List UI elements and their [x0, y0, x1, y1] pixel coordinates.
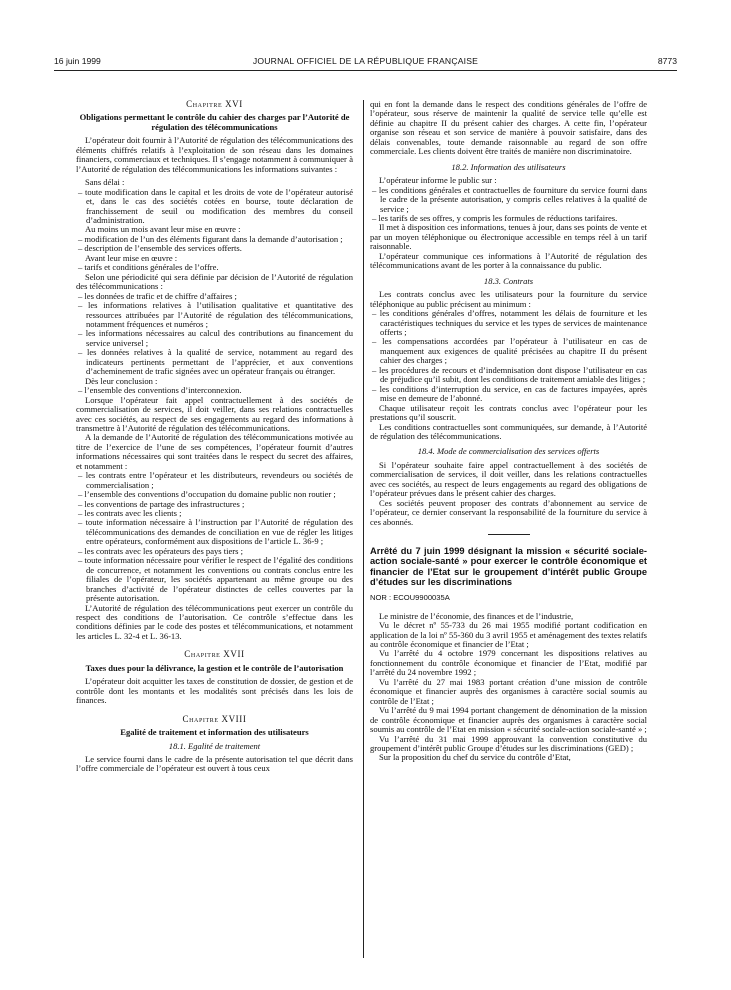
list-heading: Avant leur mise en œuvre : — [85, 252, 178, 263]
list-item: – les conventions de partage des infrastructures ; — [78, 498, 245, 509]
list-item: – toute information nécessaire à l’instruction par l’Autorité de régulation des télécommunications des demandes de conciliation en vue de régler les litiges entre opérateurs, conformément aux dispositions de l’article L. 36-9 ; — [78, 517, 353, 547]
list-item: – l’ensemble des conventions d’interconnexion. — [78, 385, 242, 396]
chapter-18-title: Egalité de traitement et information des utilisateurs — [120, 727, 309, 738]
list-item: – les informations relatives à l’utilisation qualitative et quantitative des ressources attribuées par l’Autorité de régulation des télécommunications, notamment fréquences et numéros ; — [78, 300, 353, 329]
paragraph: L’opérateur informe le public sur : — [379, 175, 497, 186]
paragraph: Le service fourni dans le cadre de la présente autorisation tel que décrit dans l’offre commerciale de l’opérateur est ouvert à tous ceux — [76, 754, 353, 774]
list-selon — [76, 292, 353, 377]
list-item: – les contrats avec les opérateurs des pays tiers ; — [78, 545, 243, 556]
visa-line: Sur la proposition du chef du service du contrôle d’Etat, — [379, 752, 571, 763]
header-journal-title: JOURNAL OFFICIEL DE LA RÉPUBLIQUE FRANÇAISE — [252, 56, 479, 66]
list-sans-delai — [76, 188, 353, 226]
list-heading: Dès leur conclusion : — [85, 375, 158, 386]
section-18-4-heading: 18.4. Mode de commercialisation des services offerts — [417, 446, 600, 457]
paragraph: Ces sociétés peuvent proposer des contrats d’abonnement au service de l’opérateur, ce dernier conservant la responsabilité de la fourniture du service à ces abonnés. — [370, 497, 647, 527]
paragraph: L’Autorité de régulation des télécommunications peut exercer un contrôle du respect des conditions de l’autorisation. Ce contrôle s’effectue dans les conditions définies par le code des postes et télécommunications, et notamment les articles L. 32-4 et L. 36-13. — [76, 602, 353, 641]
visa-line: Vu l’arrêté du 31 mai 1999 approuvant la convention constitutive du groupement d’intérêt public Groupe d’études sur les discriminations (GED) ; — [370, 733, 647, 754]
paragraph: Les conditions contractuelles sont communiquées, sur demande, à l’Autorité de régulation des télécommunications. — [370, 421, 647, 441]
left-column — [76, 100, 353, 774]
list-item: – l’ensemble des conventions d’occupation du domaine public non routier ; — [78, 489, 336, 500]
paragraph: Lorsque l’opérateur fait appel contractuellement à des sociétés de commercialisation de services, il doit veiller, dans ses relations contractuelles avec ces sociétés, au respect de ses engagements au regard des informations à transmettre à l’Autorité de régulation des télécommunications. — [76, 394, 353, 433]
list-item: – les tarifs de ses offres, y compris les formules de réductions tarifaires. — [372, 212, 618, 223]
page-header — [54, 56, 677, 70]
list-item: – les contrats avec les clients ; — [78, 508, 182, 519]
chapter-16-label: Chapitre XVI — [186, 99, 243, 109]
paragraph: L’opérateur doit acquitter les taxes de constitution de dossier, de gestion et de contrôle dont les montants et les modalités sont précisés dans les lois de finances. — [76, 676, 353, 706]
paragraph: Les contrats conclus avec les utilisateurs pour la fourniture du service téléphonique au public précisent au minimum : — [370, 289, 647, 309]
section-18-2-heading: 18.2. Information des utilisateurs — [451, 161, 566, 172]
visa-line: Vu le décret nº 55-733 du 26 mai 1955 modifié portant codification en application de la loi nº 55-360 du 3 avril 1955 et aménagement des textes relatifs au contrôle économique et financier de l’Etat ; — [370, 620, 647, 650]
list-item: – les compensations accordées par l’opérateur à l’utilisateur en cas de manquement aux exigences de qualité précisées au chapitre II du présent cahier des charges ; — [372, 336, 647, 366]
right-column — [370, 100, 647, 763]
paragraph: Il met à disposition ces informations, tenues à jour, dans ses points de vente et par un moyen téléphonique ou électronique accessible en temps réel à un tarif raisonnable. — [370, 222, 647, 252]
list-item: – les données relatives à la qualité de service, notamment au regard des indicateurs pertinents permettant de l’apprécier, et aux conventions d’acheminement de trafic signées avec un opérateur français ou étranger. — [78, 347, 353, 377]
section-separator — [488, 534, 530, 535]
list-heading: Selon une périodicité qui sera définie par décision de l’Autorité de régulation des télécommunications : — [76, 271, 353, 292]
visa-line: Vu l’arrêté du 4 octobre 1979 concernant les dispositions relatives au fonctionnement du contrôle économique et financier de l’Etat, modifié par l’arrêté du 24 novembre 1992 ; — [370, 648, 647, 678]
list-information — [370, 186, 647, 224]
chapter-18-label: Chapitre XVIII — [182, 713, 247, 724]
list-contrats — [370, 309, 647, 404]
paragraph: A la demande de l’Autorité de régulation des télécommunications motivée au titre de l’exercice de l’une de ses compétences, l’opérateur fournit d’autres informations nécessaires qui sont traitées dans le respect du secret des affaires, et notamment : — [76, 432, 353, 471]
list-item: – les données de trafic et de chiffre d’affaires ; — [78, 290, 237, 301]
column-divider — [363, 100, 364, 958]
list-au-moins — [76, 235, 353, 254]
paragraph: Si l’opérateur souhaite faire appel contractuellement à des sociétés de commercialisation de services, il doit veiller, dans les relations contractuelles avec ces sociétés, au respect de leurs engagements au regard des obligations de l’opérateur prévues dans le présent cahier des charges. — [370, 459, 647, 499]
list-item: – les conditions d’interruption du service, en cas de factures impayées, après mise en demeure de l’abonné. — [372, 383, 647, 404]
list-item: – description de l’ensemble des services offerts. — [78, 243, 242, 254]
list-item: – les conditions générales et contractuelles de fourniture du service fourni dans le cadre de la présente autorisation, y compris celles relatives à la qualité de service ; — [372, 184, 647, 214]
list-item: – toute modification dans le capital et les droits de vote de l’opérateur autorisé et, dans le cas des sociétés cotées en bourse, toute déclaration de franchissement de seuil ou modification des membres du conseil d’administration. — [78, 186, 353, 225]
list-item: – les contrats entre l’opérateur et les distributeurs, revendeurs ou sociétés de commercialisation ; — [78, 470, 353, 490]
section-18-3-heading: 18.3. Contrats — [483, 275, 534, 286]
list-item: – les informations nécessaires au calcul des contributions au financement du service universel ; — [78, 328, 353, 348]
list-demande — [76, 471, 353, 603]
arrete-title: Arrêté du 7 juin 1999 désignant la mission « sécurité sociale-action sociale-santé » pour exercer le contrôle économique et financier de l’Etat sur le groupement d’intérêt public Groupe d’études sur les discriminations — [370, 546, 647, 587]
paragraph: L’opérateur doit fournir à l’Autorité de régulation des télécommunications des éléments chiffrés relatifs à l’exploitation de son réseau dans les domaines financiers, commerciaux et techniques. Il s’engage notamment à communiquer à l’Autorité de régulation des télécommunications les informations suivantes : — [76, 135, 353, 174]
chapter-16-title: Obligations permettant le contrôle du cahier des charges par l’Autorité de régulation des télécommunications — [79, 112, 350, 132]
section-18-1-heading: 18.1. Egalité de traitement — [168, 740, 261, 751]
header-rule — [54, 70, 677, 71]
header-page-number: 8773 — [657, 56, 677, 66]
header-date: 16 juin 1999 — [54, 56, 101, 66]
list-item: – toute information nécessaire pour vérifier le respect de l’égalité des conditions de concurrence, et notamment les conventions ou contrats conclus entre les filiales de l’opérateur, les sociétés appartenant au même groupe ou des branches d’activité de l’opérateur distinctes de celles couvertes par la présente autorisation. — [78, 555, 353, 604]
visas-list — [370, 612, 647, 763]
nor-reference: NOR : ECOU9900035A — [370, 593, 450, 603]
list-item: – tarifs et conditions générales de l’offre. — [78, 262, 219, 273]
list-item: – les conditions générales d’offres, notamment les délais de fourniture et les caractéristiques techniques du service et les types de services de maintenance offerts ; — [372, 308, 647, 337]
visa-line: Le ministre de l’économie, des finances et de l’industrie, — [379, 610, 574, 621]
paragraph: L’opérateur communique ces informations à l’Autorité de régulation des télécommunications avant de les porter à la connaissance du public. — [370, 250, 647, 271]
visa-line: Vu l’arrêté du 27 mai 1983 portant création d’une mission de contrôle économique et financier auprès des organismes à caractère social soumis au contrôle de l’Etat ; — [370, 676, 647, 706]
chapter-17-label: Chapitre XVII — [184, 649, 245, 660]
paragraph: Chaque utilisateur reçoit les contrats conclus avec l’opérateur pour les prestations qu’il souscrit. — [370, 402, 647, 423]
visa-line: Vu l’arrêté du 9 mai 1994 portant changement de dénomination de la mission de contrôle économique et financier auprès des organismes à caractère social soumis au contrôle de l’Etat en mission « sécurité sociale-action sociale-santé » ; — [370, 705, 647, 735]
list-heading: Sans délai : — [85, 177, 125, 188]
list-item: – modification de l’un des éléments figurant dans la demande d’autorisation ; — [78, 233, 343, 244]
paragraph: qui en font la demande dans le respect des conditions générales de l’offre de l’opérateur, sous réserve de maintenir la qualité de service telle qu’elle est définie au chapitre II du présent cahier des charges. A cette fin, l’opérateur organise son réseau et son service de manière à pouvoir satisfaire, dans des délais convenables, toute demande raisonnable au regard de son offre commerciale. Les clients doivent être traités de manière non discriminatoire. — [370, 99, 647, 157]
chapter-17-title: Taxes dues pour la délivrance, la gestion et le contrôle de l’autorisation — [85, 662, 344, 673]
list-item: – les procédures de recours et d’indemnisation dont dispose l’utilisateur en cas de préjudice qu’il subit, dont les conditions de traitement amiable des litiges ; — [372, 364, 647, 385]
list-heading: Au moins un mois avant leur mise en œuvre : — [85, 224, 241, 235]
